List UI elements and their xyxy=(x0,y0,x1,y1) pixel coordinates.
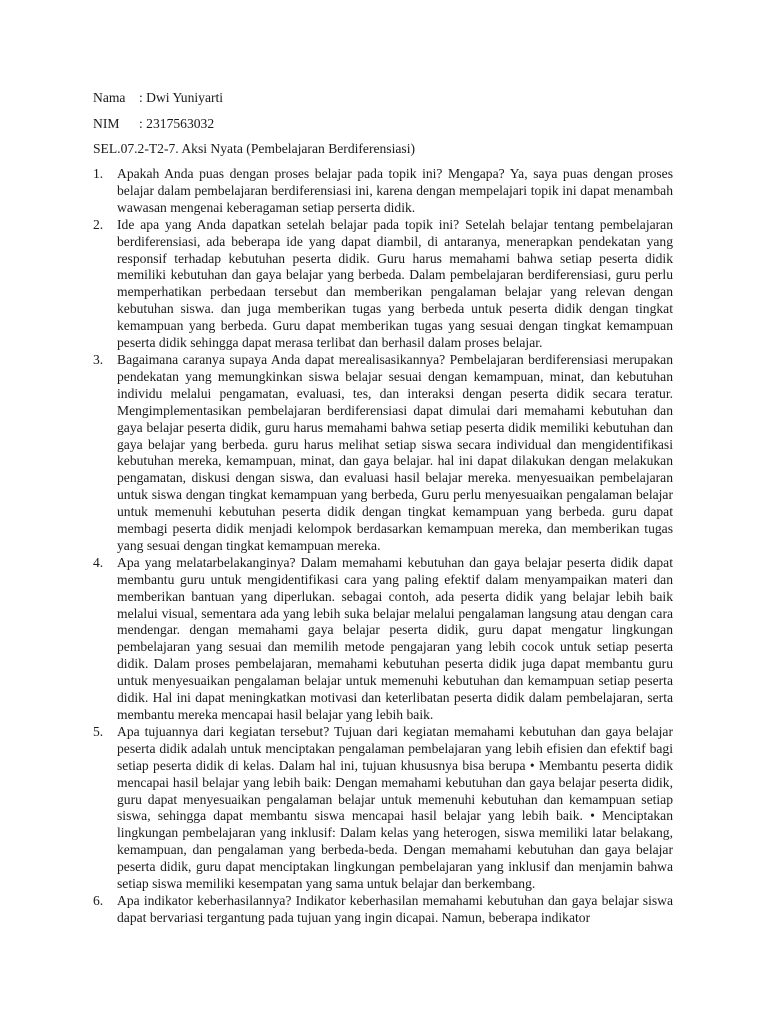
document-title: SEL.07.2-T2-7. Aksi Nyata (Pembelajaran Berdiferensiasi) xyxy=(93,141,416,156)
name-label: Nama xyxy=(93,90,126,105)
item-number: 2. xyxy=(93,216,104,232)
list-item xyxy=(93,893,673,927)
item-number: 4. xyxy=(93,554,104,570)
list-item xyxy=(93,166,673,217)
item-number: 6. xyxy=(93,892,104,908)
question-list xyxy=(93,166,673,927)
item-number: 1. xyxy=(93,166,104,181)
nim-label: NIM xyxy=(93,116,120,131)
name-line xyxy=(93,89,223,106)
list-item xyxy=(93,352,673,555)
item-number: 3. xyxy=(93,351,104,367)
item-text: Apakah Anda puas dengan proses belajar pada topik ini? Mengapa? Ya, saya puas dengan proses belajar dalam pembelajaran berdiferensiasi ini, karena dengan mempelajari topik ini dapat menambah wawasan mengenai keberagaman setiap perserta didik. xyxy=(117,166,673,215)
item-text: Bagaimana caranya supaya Anda dapat merealisasikannya? Pembelajaran berdiferensiasi merupakan pendekatan yang memungkinkan siswa belajar sesuai dengan kemampuan, minat, dan kebutuhan individu melalui pengamatan, evaluasi, tes, dan interaksi dengan peserta didik secara teratur. Mengimplementasikan pembelajaran berdiferensiasi dapat dimulai dari memahami kebutuhan dan gaya belajar peserta didik, guru harus memahami bahwa setiap peserta didik memiliki kebutuhan dan gaya belajar yang berbeda. guru harus melihat setiap siswa secara individual dan mengidentifikasi kebutuhan mereka, kemampuan, minat, dan gaya belajar. hal ini dapat dilakukan dengan melakukan pengamatan, diskusi dengan siswa, dan evaluasi hasil belajar mereka. menyesuaikan pembelajaran untuk siswa dengan tingkat kemampuan yang berbeda, Guru perlu menyesuaikan pengalaman belajar untuk memenuhi kebutuhan peserta didik dengan tingkat kemampuan yang berbeda. guru dapat membagi peserta didik menjadi kelompok berdasarkan kemampuan mereka, dan memberikan tugas yang sesuai dengan tingkat kemampuan mereka. xyxy=(117,351,673,553)
list-item xyxy=(93,724,673,893)
nim-value: : 2317563032 xyxy=(139,116,215,131)
name-value: : Dwi Yuniyarti xyxy=(139,90,224,105)
item-text: Apa indikator keberhasilannya? Indikator keberhasilan memahami kebutuhan dan gaya belajar siswa dapat bervariasi tergantung pada tujuan yang ingin dicapai. Namun, beberapa indikator xyxy=(117,892,673,925)
list-item xyxy=(93,217,673,352)
item-text: Apa tujuannya dari kegiatan tersebut? Tujuan dari kegiatan memahami kebutuhan dan gaya belajar peserta didik adalah untuk menciptakan pengalaman pembelajaran yang lebih efisien dan efektif bagi setiap peserta didik di kelas. Dalam hal ini, tujuan khususnya bisa berupa • Membantu peserta didik mencapai hasil belajar yang lebih baik: Dengan memahami kebutuhan dan gaya belajar peserta didik, guru dapat menyesuaikan pengalaman belajar untuk memenuhi kebutuhan dan kemampuan setiap siswa, sehingga dapat membantu siswa mencapai hasil belajar yang lebih baik. • Menciptakan lingkungan pembelajaran yang inklusif: Dalam kelas yang heterogen, siswa memiliki latar belakang, kemampuan, dan pengalaman yang berbeda-beda. Dengan memahami kebutuhan dan gaya belajar peserta didik, guru dapat menciptakan lingkungan pembelajaran yang inklusif dan menjamin bahwa setiap siswa memiliki kesempatan yang sama untuk belajar dan berkembang. xyxy=(117,723,673,892)
item-text: Apa yang melatarbelakanginya? Dalam memahami kebutuhan dan gaya belajar peserta didik dapat membantu guru untuk mengidentifikasi cara yang paling efektif dalam menyampaikan materi dan memberikan bantuan yang diperlukan. sebagai contoh, ada peserta didik yang belajar lebih baik melalui visual, sementara ada yang lebih suka belajar melalui pengalaman langsung atau dengan cara mendengar. dengan memahami gaya belajar peserta didik, guru dapat mengatur lingkungan pembelajaran yang sesuai dan memilih metode pengajaran yang lebih cocok untuk setiap peserta didik. Dalam proses pembelajaran, memahami kebutuhan peserta didik juga dapat membantu guru untuk menyesuaikan pengalaman belajar untuk memenuhi kebutuhan dan kemampuan setiap peserta didik. Hal ini dapat meningkatkan motivasi dan keterlibatan peserta didik dalam pembelajaran, serta membantu mereka mencapai hasil belajar yang lebih baik. xyxy=(117,554,673,722)
nim-line xyxy=(93,115,214,132)
item-number: 5. xyxy=(93,723,104,739)
list-item xyxy=(93,555,673,724)
item-text: Ide apa yang Anda dapatkan setelah belajar pada topik ini? Setelah belajar tentang pembelajaran berdiferensiasi, ada beberapa ide yang dapat diambil, di antaranya, menerapkan pendekatan yang responsif terhadap kebutuhan peserta didik. Guru harus memahami bahwa setiap peserta didik memiliki kebutuhan dan gaya belajar yang berbeda. Dalam pembelajaran berdiferensiasi, guru perlu memperhatikan perbedaan tersebut dan memberikan pengalaman belajar yang relevan dengan kebutuhan siswa. dan juga memberikan tugas yang berbeda untuk peserta didik dengan tingkat kemampuan yang berbeda. Guru dapat memberikan tugas yang sesuai dengan tingkat kemampuan peserta didik sehingga dapat merasa terlibat dan berhasil dalam proses belajar. xyxy=(117,216,673,351)
